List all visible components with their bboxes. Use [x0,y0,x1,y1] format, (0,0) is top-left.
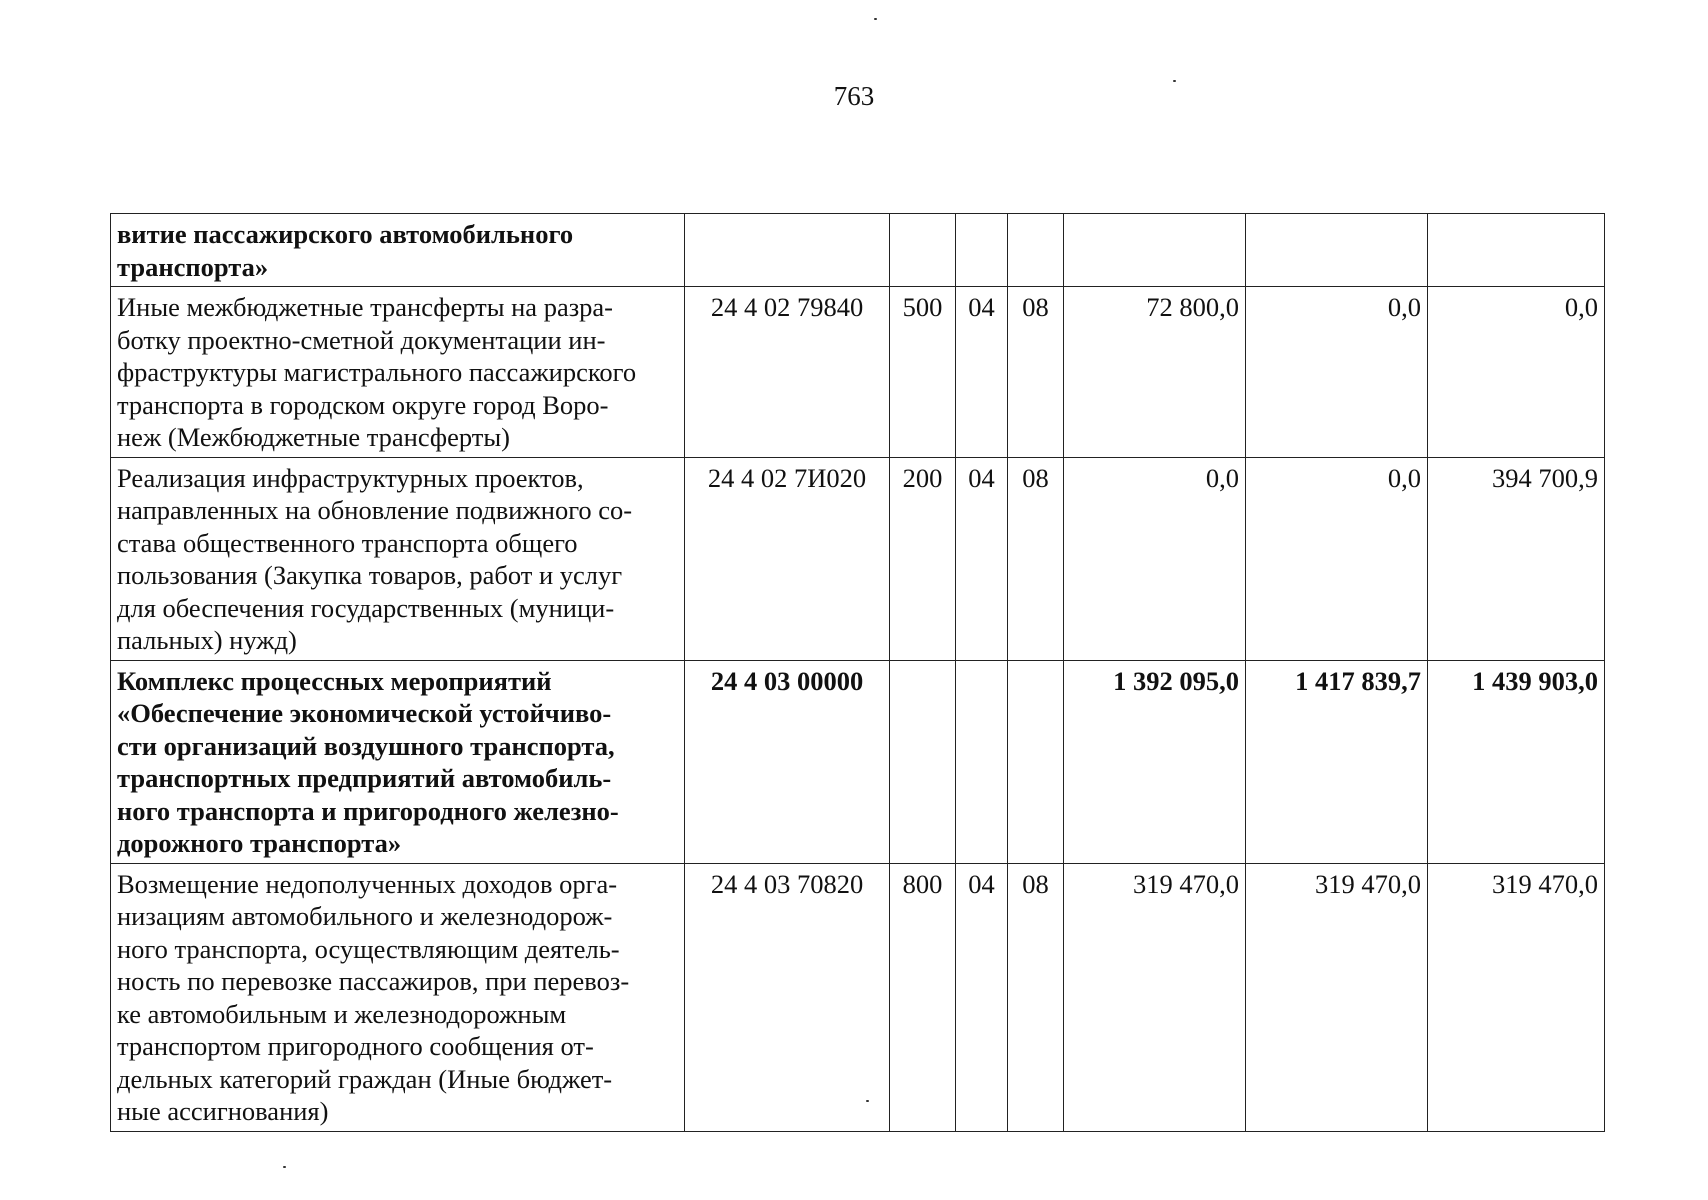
target-article-code: 24 4 02 7И020 [685,457,890,660]
year3-amount: 1 439 903,0 [1428,660,1605,863]
scan-speck [1173,80,1176,82]
row-description-cell [111,457,685,660]
year2-amount: 1 417 839,7 [1246,660,1428,863]
year2-amount: 0,0 [1246,287,1428,458]
target-article-code: 24 4 02 79840 [685,287,890,458]
year3-amount: 394 700,9 [1428,457,1605,660]
row-description-cell [111,660,685,863]
expense-type-code: 200 [890,457,956,660]
section-code: 04 [956,863,1008,1131]
year1-amount: 319 470,0 [1064,863,1246,1131]
target-article-code: 24 4 03 00000 [685,660,890,863]
year3-amount: 0,0 [1428,287,1605,458]
subsection-code: 08 [1008,457,1064,660]
year2-amount [1246,214,1428,287]
table-row [111,457,1605,660]
budget-table [110,213,1605,1132]
section-code: 04 [956,457,1008,660]
year1-amount: 0,0 [1064,457,1246,660]
year2-amount: 319 470,0 [1246,863,1428,1131]
expense-type-code: 800 [890,863,956,1131]
target-article-code: 24 4 03 70820 [685,863,890,1131]
subsection-code [1008,660,1064,863]
year1-amount: 1 392 095,0 [1064,660,1246,863]
row-description: витие пассажирского автомобильного транспорта» [117,219,574,282]
scan-speck [283,1166,286,1168]
year3-amount: 319 470,0 [1428,863,1605,1131]
year1-amount: 72 800,0 [1064,287,1246,458]
table-row [111,287,1605,458]
subsection-code: 08 [1008,287,1064,458]
section-code [956,660,1008,863]
expense-type-code: 500 [890,287,956,458]
year1-amount [1064,214,1246,287]
subsection-code [1008,214,1064,287]
year2-amount: 0,0 [1246,457,1428,660]
row-description: Реализация инфраструктурных проектов, направленных на обновление подвижного со- става общественного транспорта общего пользования (Закупка товаров, работ и услуг для обеспечения государственных (муници- пальных) нужд) [117,462,633,655]
target-article-code [685,214,890,287]
table-row [111,863,1605,1131]
row-description-cell [111,863,685,1131]
row-description-cell [111,214,685,287]
section-code [956,214,1008,287]
row-description-cell [111,287,685,458]
table-row [111,660,1605,863]
expense-type-code [890,660,956,863]
row-description: Возмещение недополученных доходов орга- низациям автомобильного и железнодорож- ного транспорта, осуществляющим деятель- ность по перевозке пассажиров, при перевоз- ке автомобильным и железнодорожным транспортом пригородного сообщения от- дельных категорий граждан (Иные бюджет- ные ассигнования) [117,868,630,1126]
row-description: Комплекс процессных мероприятий «Обеспечение экономической устойчиво- сти организаций воздушного транспорта, транспортных предприятий автомобиль- ного транспорта и пригородного железно- дорожного транспорта» [117,665,619,858]
year3-amount [1428,214,1605,287]
page-number: 763 [833,81,875,111]
section-code: 04 [956,287,1008,458]
subsection-code: 08 [1008,863,1064,1131]
scan-speck [874,18,877,20]
row-description: Иные межбюджетные трансферты на разра- ботку проектно-сметной документации ин- фраструктуры магистрального пассажирского транспорта в городском округе город Воро- неж (Межбюджетные трансферты) [117,292,637,452]
table-row [111,214,1605,287]
expense-type-code [890,214,956,287]
